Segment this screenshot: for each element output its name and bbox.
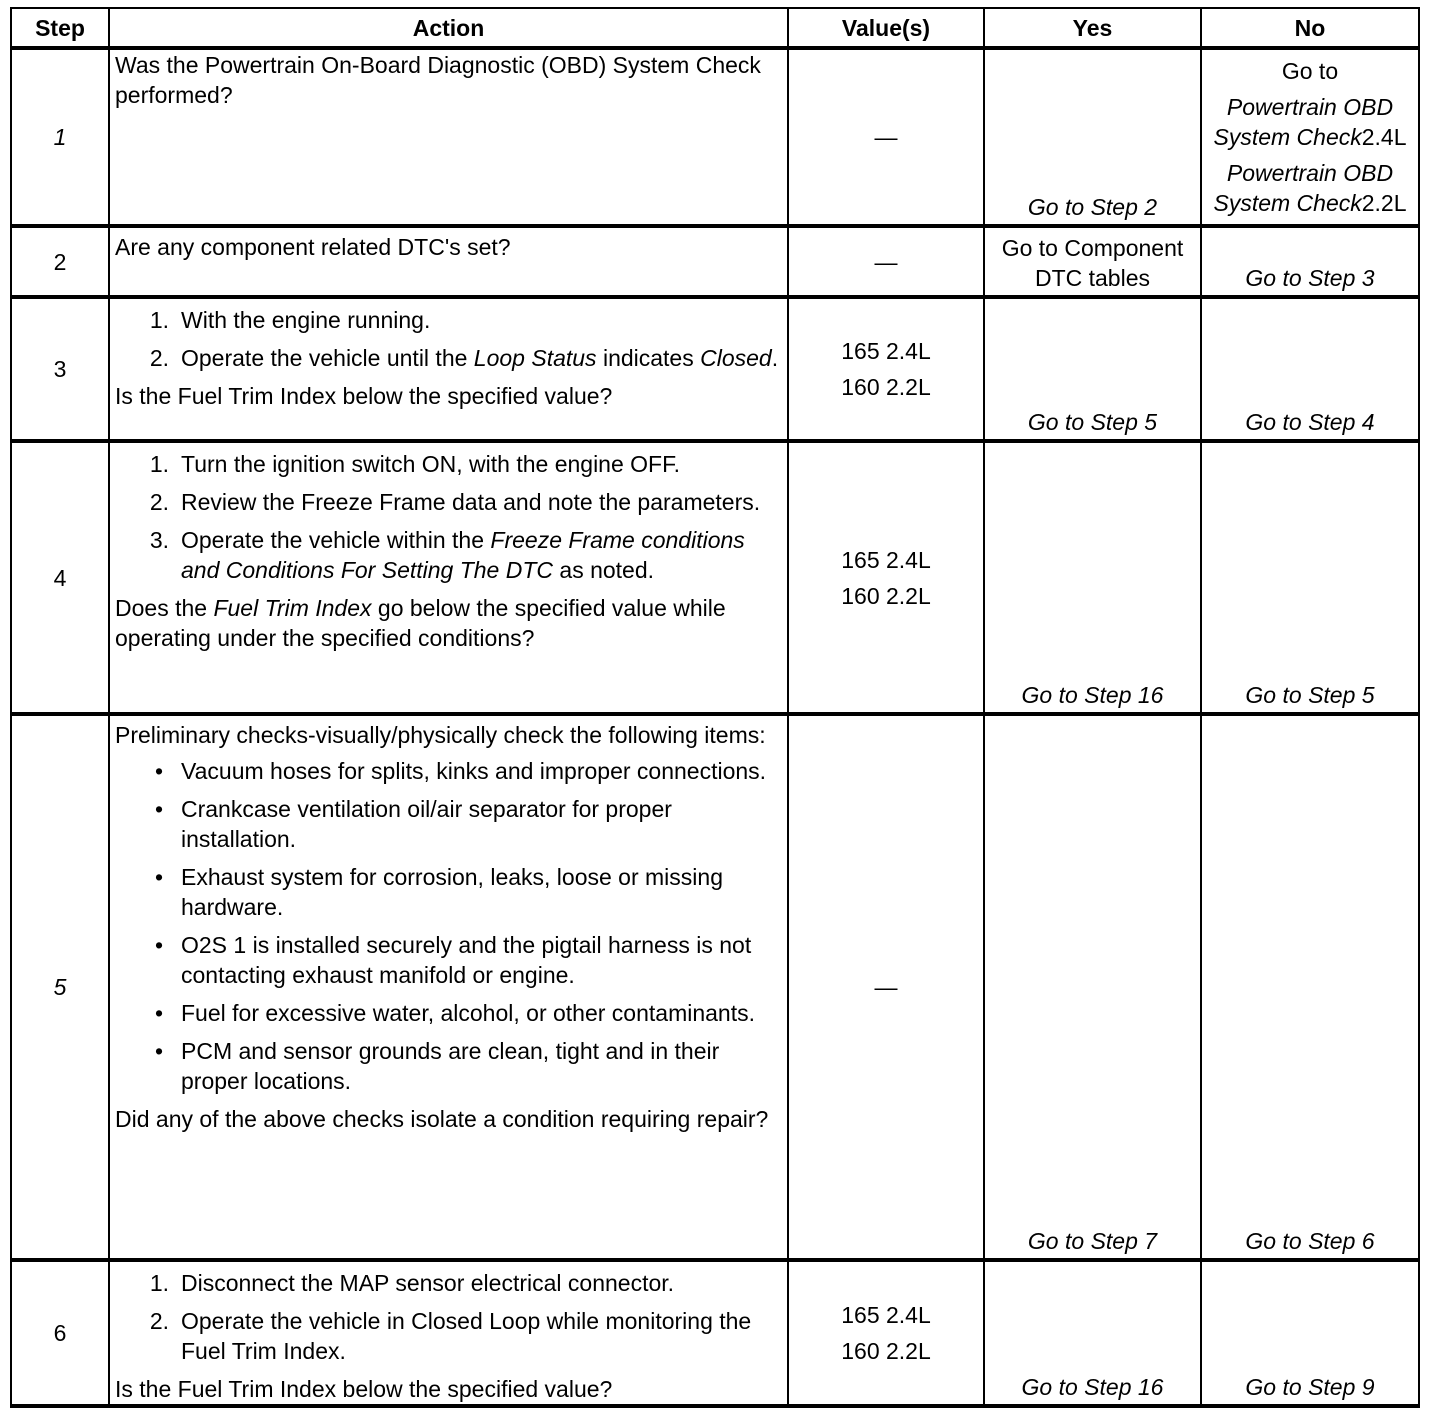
action-question: Is the Fuel Trim Index below the specified value?: [115, 383, 613, 409]
header-values: Value(s): [788, 8, 984, 48]
no-link-obd-check-2-4l[interactable]: [1204, 92, 1416, 152]
substep-number: 1.: [149, 1270, 169, 1296]
no-link[interactable]: Go to Step 3: [1245, 265, 1375, 291]
bullet-icon: •: [155, 864, 164, 890]
value-2-4l: 165 2.4L: [841, 338, 931, 364]
no-link-suffix: 2.2L: [1361, 190, 1407, 216]
table-row-step-2: [11, 226, 1419, 297]
value-2-4l: 165 2.4L: [841, 546, 931, 573]
check-text: Exhaust system for corrosion, leaks, loose or missing hardware.: [181, 864, 723, 920]
substep: [115, 525, 782, 585]
header-yes: Yes: [984, 8, 1201, 48]
substep-number: 1.: [149, 307, 169, 333]
check-item: [115, 862, 782, 922]
step-number: 1: [11, 48, 109, 226]
substep-number: 3.: [149, 527, 169, 553]
yes-link[interactable]: Go to Step 5: [1027, 409, 1158, 435]
no-link[interactable]: Go to Step 5: [1245, 682, 1375, 708]
substep-text: Operate the vehicle until the: [181, 345, 474, 371]
step-number: 6: [11, 1260, 109, 1406]
check-text: Crankcase ventilation oil/air separator for proper installation.: [181, 796, 672, 852]
action-cell: [109, 48, 788, 226]
yes-link[interactable]: Go to Component DTC tables: [1001, 235, 1184, 291]
action-cell: [109, 297, 788, 441]
yes-link[interactable]: Go to Step 7: [1027, 1228, 1158, 1254]
no-cell: [1201, 48, 1419, 226]
table-row-step-3: [11, 297, 1419, 441]
check-list: [115, 756, 782, 1096]
substep-number: 2.: [149, 489, 169, 515]
yes-cell: [984, 48, 1201, 226]
step-number: 3: [11, 297, 109, 441]
question-text: Does the: [115, 595, 214, 621]
check-text: O2S 1 is installed securely and the pigtail harness is not contacting exhaust manifold or engine.: [181, 932, 752, 988]
action-cell: [109, 441, 788, 714]
no-link-obd-check-2-2l[interactable]: [1204, 158, 1416, 218]
no-link-suffix: 2.4L: [1361, 124, 1407, 150]
value-cell: —: [788, 714, 984, 1260]
substep-text: indicates: [596, 345, 701, 371]
check-item: [115, 1036, 782, 1096]
no-prefix: Go to: [1281, 58, 1339, 84]
yes-link[interactable]: Go to Step 16: [1021, 682, 1164, 708]
check-item: [115, 930, 782, 990]
substep-number: 2.: [149, 1308, 169, 1334]
bullet-icon: •: [155, 796, 164, 822]
table-row-step-6: [11, 1260, 1419, 1406]
action-question: Was the Powertrain On-Board Diagnostic (OBD) System Check performed?: [115, 52, 761, 108]
substep-text: With the engine running.: [181, 307, 431, 333]
value-cell: [788, 441, 984, 714]
action-question: Is the Fuel Trim Index below the specified value?: [115, 1376, 613, 1402]
substep: [115, 1306, 782, 1366]
yes-cell: [984, 226, 1201, 297]
no-cell: [1201, 714, 1419, 1260]
no-cell: [1201, 1260, 1419, 1406]
value-2-4l: 165 2.4L: [841, 1302, 931, 1328]
check-item: [115, 794, 782, 854]
action-cell: [109, 1260, 788, 1406]
table-row-step-5: [11, 714, 1419, 1260]
value-2-2l: 160 2.2L: [841, 374, 931, 400]
check-text: PCM and sensor grounds are clean, tight and in their proper locations.: [181, 1038, 720, 1094]
no-link[interactable]: Go to Step 9: [1245, 1374, 1375, 1400]
table-header-row: [11, 8, 1419, 48]
yes-cell: [984, 714, 1201, 1260]
table-row-step-1: [11, 48, 1419, 226]
substep-text: Operate the vehicle in Closed Loop while monitoring the Fuel Trim Index.: [181, 1308, 752, 1364]
substep: [115, 449, 782, 479]
check-text: Vacuum hoses for splits, kinks and improper connections.: [181, 758, 767, 784]
action-question: Are any component related DTC's set?: [115, 234, 511, 260]
action-intro: Preliminary checks-visually/physically check the following items:: [115, 722, 766, 748]
substep-italic-term: Closed: [700, 345, 772, 371]
check-text: Fuel for excessive water, alcohol, or other contaminants.: [181, 1000, 756, 1026]
no-cell: [1201, 441, 1419, 714]
substep-text: Operate the vehicle within the: [181, 527, 491, 553]
substep-text: Turn the ignition switch ON, with the engine OFF.: [181, 451, 680, 477]
yes-cell: [984, 441, 1201, 714]
step-number: 2: [11, 226, 109, 297]
substep-text: as noted.: [553, 557, 655, 583]
check-item: [115, 998, 782, 1028]
action-cell: [109, 226, 788, 297]
substep-number: 1.: [149, 451, 169, 477]
substep: [115, 1268, 782, 1298]
substep: [115, 305, 782, 335]
yes-cell: [984, 1260, 1201, 1406]
header-no: No: [1201, 8, 1419, 48]
table-row-step-4: [11, 441, 1419, 714]
no-link-text: Powertrain OBD System Check: [1213, 94, 1394, 150]
substep-text: Disconnect the MAP sensor electrical connector.: [181, 1270, 675, 1296]
substep-italic-term: Freeze Frame conditions and Conditions For Setting The DTC: [181, 527, 745, 583]
yes-link[interactable]: Go to Step 2: [1027, 194, 1158, 220]
bullet-icon: •: [155, 758, 164, 784]
value-2-2l: 160 2.2L: [841, 582, 931, 609]
no-link[interactable]: Go to Step 4: [1245, 409, 1375, 435]
value-cell: [788, 1260, 984, 1406]
header-step: Step: [11, 8, 109, 48]
bullet-icon: •: [155, 932, 164, 958]
action-question: Did any of the above checks isolate a condition requiring repair?: [115, 1106, 769, 1132]
value-cell: —: [788, 48, 984, 226]
substep-text: .: [771, 345, 779, 371]
substep-number: 2.: [149, 345, 169, 371]
value-2-2l: 160 2.2L: [841, 1338, 931, 1364]
value-cell: [788, 297, 984, 441]
substep: [115, 487, 782, 517]
bullet-icon: •: [155, 1000, 164, 1026]
no-cell: [1201, 297, 1419, 441]
value-cell: —: [788, 226, 984, 297]
step-number: 4: [11, 441, 109, 714]
diagnostic-table: [10, 7, 1420, 1408]
substep-text: Review the Freeze Frame data and note the parameters.: [181, 489, 761, 515]
question-italic-term: Fuel Trim Index: [213, 595, 372, 621]
no-cell: [1201, 226, 1419, 297]
substep-list: [115, 1268, 782, 1366]
header-action: Action: [109, 8, 788, 48]
step-number: 5: [11, 714, 109, 1260]
substep: [115, 343, 782, 373]
question-text: go below the specified value while operating under the specified conditions?: [115, 595, 726, 651]
substep-italic-term: Loop Status: [473, 345, 597, 371]
bullet-icon: •: [155, 1038, 164, 1064]
yes-link[interactable]: Go to Step 16: [1021, 1374, 1164, 1400]
action-question: [115, 593, 782, 653]
yes-cell: [984, 297, 1201, 441]
no-link-text: Powertrain OBD System Check: [1213, 160, 1394, 216]
check-item: [115, 756, 782, 786]
action-cell: [109, 714, 788, 1260]
substep-list: [115, 449, 782, 585]
substep-list: [115, 305, 782, 373]
no-link[interactable]: Go to Step 6: [1245, 1228, 1375, 1254]
